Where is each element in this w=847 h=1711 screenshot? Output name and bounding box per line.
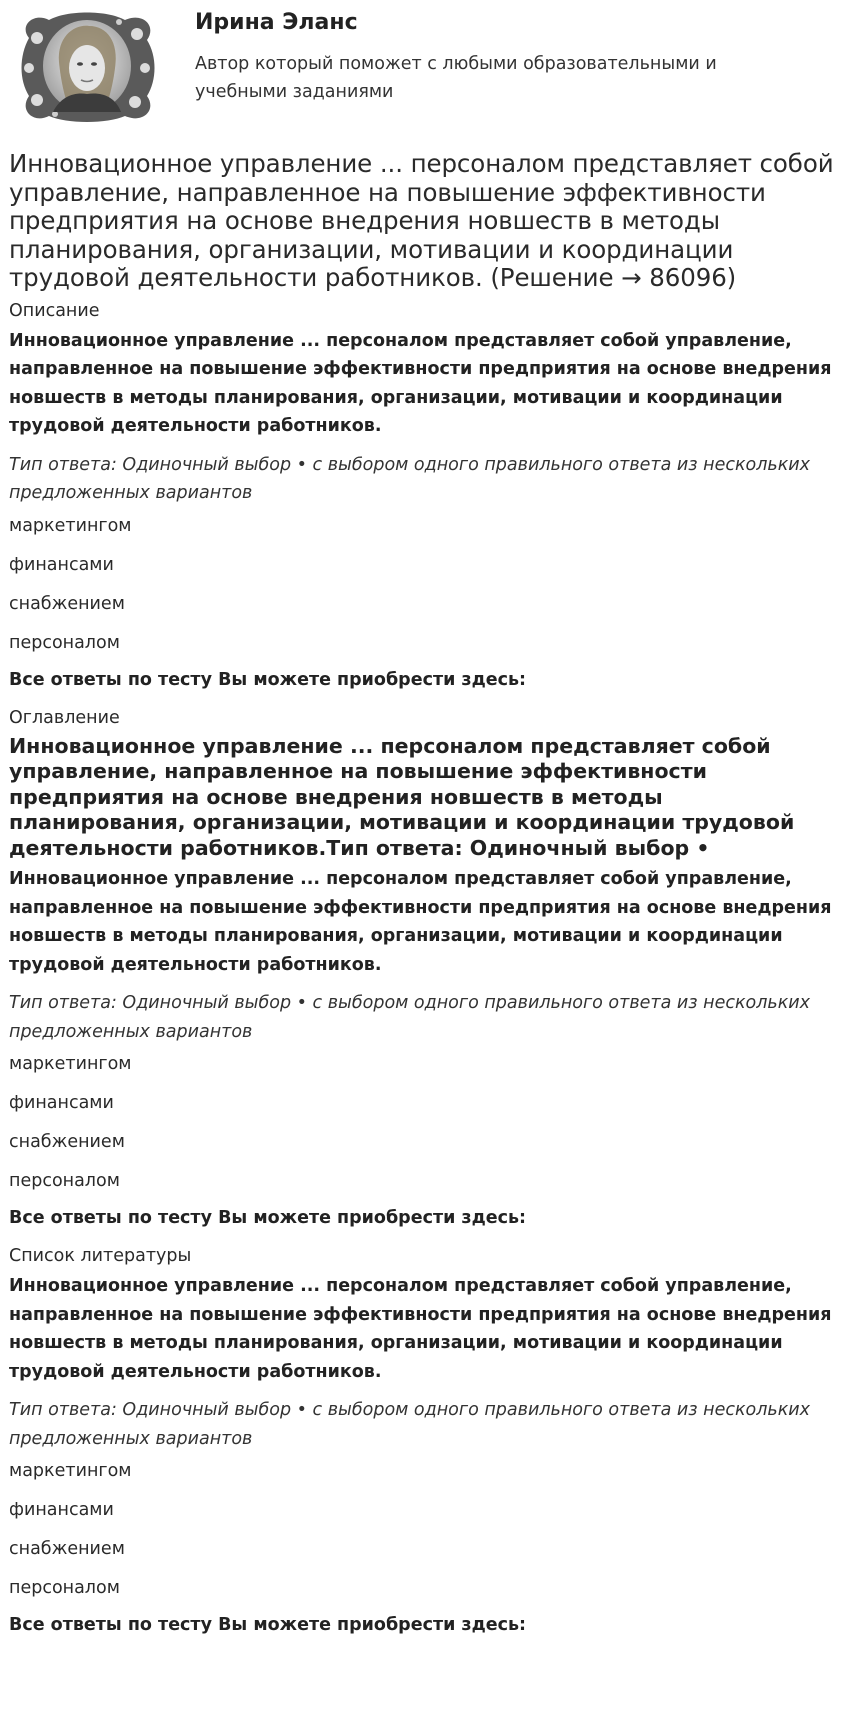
- question-text: Инновационное управление ... персоналом представляет собой управление, направленное на повышение эффективности предприятия на основе внедрения новшеств в методы планирования, организации, мотивации и координации трудовой деятельности работников.: [9, 330, 832, 436]
- buy-answers-text: Все ответы по тесту Вы можете приобрести здесь:: [9, 1615, 527, 1635]
- option-item: финансами: [9, 1500, 114, 1520]
- description-section: [9, 299, 838, 692]
- section-label-toc: Оглавление: [9, 707, 120, 728]
- buy-answers-text: Все ответы по тесту Вы можете приобрести здесь:: [9, 669, 527, 690]
- option-item: снабжением: [9, 1132, 125, 1152]
- toc-heading: Инновационное управление ... персоналом представляет собой управление, направленное на повышение эффективности предприятия на основе внедрения новшеств в методы планирования, организации, мотивации и координации трудовой деятельности работников.Тип ответа: Одиночный выбор •: [9, 733, 795, 860]
- author-description: Автор который поможет с любыми образовательными и учебными заданиями: [195, 54, 717, 102]
- answer-type: Тип ответа: Одиночный выбор • с выбором одного правильного ответа из нескольких предложенных вариантов: [9, 993, 811, 1042]
- option-item: снабжением: [9, 1539, 125, 1559]
- author-avatar[interactable]: [15, 8, 159, 126]
- author-name[interactable]: Ирина Эланс: [195, 10, 358, 35]
- answer-type: Тип ответа: Одиночный выбор • с выбором одного правильного ответа из нескольких предложенных вариантов: [9, 1400, 811, 1449]
- option-item: персоналом: [9, 1578, 120, 1598]
- option-item: финансами: [9, 1093, 114, 1113]
- section-label-description: Описание: [9, 300, 100, 321]
- author-card: [9, 0, 838, 136]
- options-list: [9, 1052, 838, 1208]
- options-list: [9, 1459, 838, 1615]
- options-list: [9, 514, 838, 670]
- toc-section: [9, 706, 838, 1231]
- answer-type: Тип ответа: Одиночный выбор • с выбором одного правильного ответа из нескольких предложенных вариантов: [9, 454, 811, 503]
- bibliography-section: [9, 1244, 838, 1637]
- option-item: маркетингом: [9, 1461, 132, 1481]
- option-item: финансами: [9, 554, 114, 575]
- page-title: Инновационное управление ... персоналом представляет собой управление, направленное на повышение эффективности предприятия на основе внедрения новшеств в методы планирования, организации, мотивации и координации трудовой деятельности работников. (Решение → 86096): [9, 149, 834, 292]
- section-label-bibliography: Список литературы: [9, 1246, 192, 1266]
- option-item: маркетингом: [9, 515, 132, 536]
- question-text: Инновационное управление ... персоналом представляет собой управление, направленное на повышение эффективности предприятия на основе внедрения новшеств в методы планирования, организации, мотивации и координации трудовой деятельности работников.: [9, 869, 832, 975]
- option-item: снабжением: [9, 593, 125, 614]
- option-item: маркетингом: [9, 1054, 132, 1074]
- option-item: персоналом: [9, 632, 120, 653]
- option-item: персоналом: [9, 1171, 120, 1191]
- question-text: Инновационное управление ... персоналом представляет собой управление, направленное на повышение эффективности предприятия на основе внедрения новшеств в методы планирования, организации, мотивации и координации трудовой деятельности работников.: [9, 1276, 832, 1382]
- buy-answers-text: Все ответы по тесту Вы можете приобрести здесь:: [9, 1208, 527, 1228]
